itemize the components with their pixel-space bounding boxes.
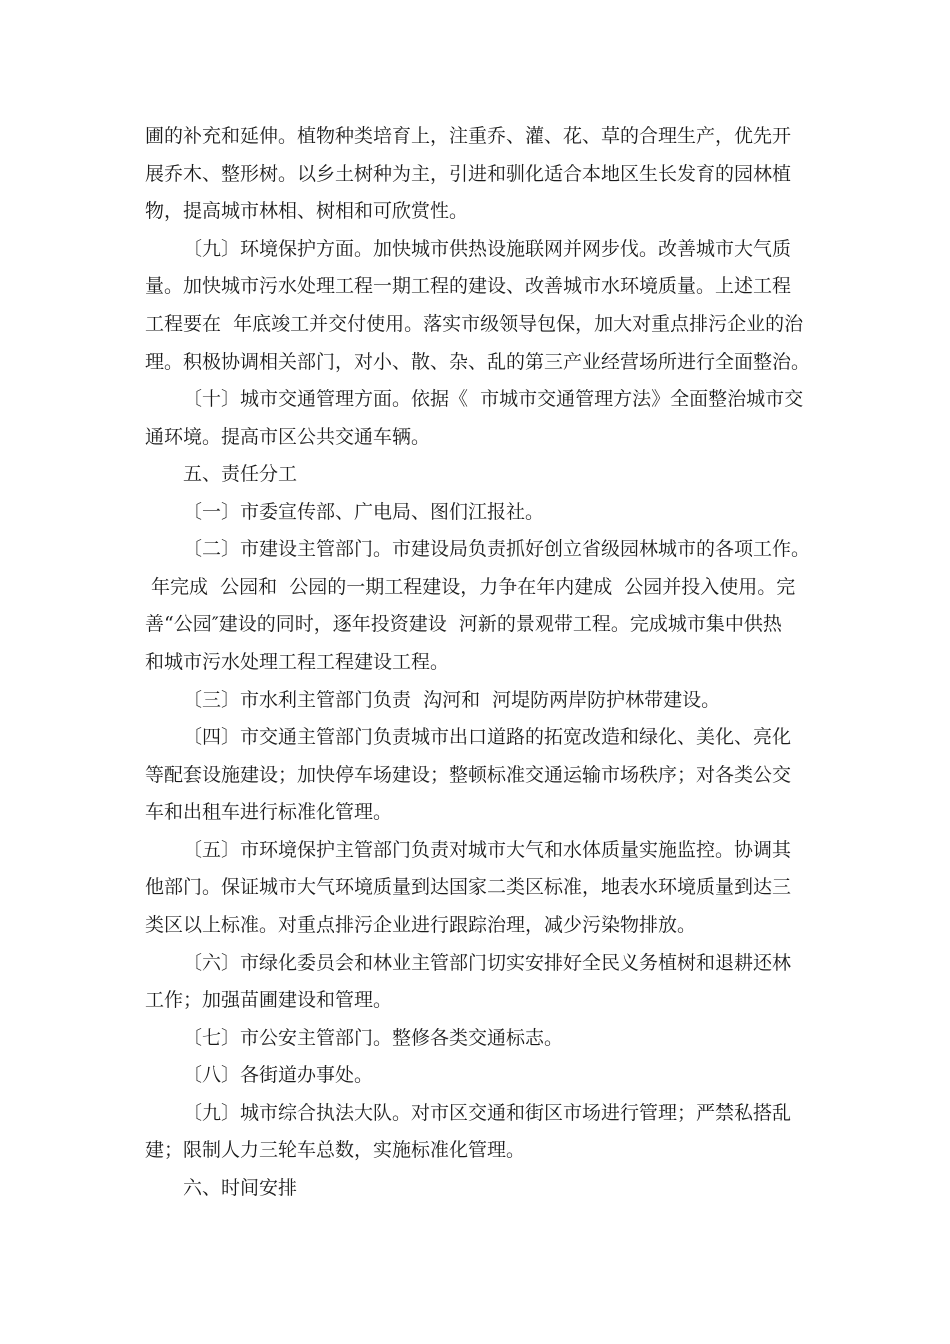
paragraph-start-line: 〔八〕各街道办事处。: [183, 1064, 374, 1086]
text-line: 他部门。保证城市大气环境质量到达国家二类区标准，地表水环境质量到达三: [145, 876, 792, 898]
text-line: 类区以上标准。对重点排污企业进行跟踪治理，减少污染物排放。: [145, 914, 697, 936]
text-line: 建；限制人力三轮车总数，实施标准化管理。: [145, 1139, 526, 1161]
text-line: 善“公园″建设的同时，逐年投资建设 河新的景观带工程。完成城市集中供热: [145, 613, 782, 635]
text-line: 和城市污水处理工程工程建设工程。: [145, 651, 450, 673]
text-line: 通环境。提高市区公共交通车辆。: [145, 426, 431, 448]
text-line: 物，提高城市林相、树相和可欣赏性。: [145, 200, 469, 222]
text-line: 年完成 公园和 公园的一期工程建设，力争在年内建成 公园并投入使用。完: [145, 576, 796, 598]
text-line: 工作；加强苗圃建设和管理。: [145, 989, 393, 1011]
text-line: 等配套设施建设；加快停车场建设；整顿标准交通运输市场秩序；对各类公交: [145, 764, 792, 786]
text-line: 量。加快城市污水处理工程一期工程的建设、改善城市水环境质量。上述工程: [145, 275, 792, 297]
paragraph-start-line: 〔六〕市绿化委员会和林业主管部门切实安排好全民义务植树和退耕还林: [183, 952, 792, 974]
text-line: 车和出租车进行标准化管理。: [145, 801, 393, 823]
paragraph-start-line: 〔五〕市环境保护主管部门负责对城市大气和水体质量实施监控。协调其: [183, 839, 792, 861]
section-heading: 五、责任分工: [183, 463, 298, 485]
text-line: 圃的补充和延伸。植物种类培育上，注重乔、灌、花、草的合理生产，优先开: [145, 125, 792, 147]
text-line: 理。积极协调相关部门，对小、散、杂、乱的第三产业经营场所进行全面整治。: [145, 351, 810, 373]
paragraph-start-line: 〔十〕城市交通管理方面。依据《 市城市交通管理方法》全面整治城市交: [183, 388, 804, 410]
section-heading: 六、时间安排: [183, 1177, 298, 1199]
paragraph-start-line: 〔四〕市交通主管部门负责城市出口道路的拓宽改造和绿化、美化、亮化: [183, 726, 792, 748]
paragraph-start-line: 〔一〕市委宣传部、广电局、图们江报社。: [183, 501, 545, 523]
text-line: 展乔木、整形树。以乡土树种为主，引进和驯化适合本地区生长发育的园林植: [145, 163, 792, 185]
paragraph-start-line: 〔九〕城市综合执法大队。对市区交通和街区市场进行管理；严禁私搭乱: [183, 1102, 792, 1124]
text-line: 工程要在 年底竣工并交付使用。落实市级领导包保，加大对重点排污企业的治: [145, 313, 804, 335]
paragraph-start-line: 〔二〕市建设主管部门。市建设局负责抓好创立省级园林城市的各项工作。: [183, 538, 810, 560]
paragraph-start-line: 〔九〕环境保护方面。加快城市供热设施联网并网步伐。改善城市大气质: [183, 238, 792, 260]
paragraph-start-line: 〔七〕市公安主管部门。整修各类交通标志。: [183, 1027, 564, 1049]
paragraph-start-line: 〔三〕市水利主管部门负责 沟河和 河堤防两岸防护林带建设。: [183, 689, 721, 711]
